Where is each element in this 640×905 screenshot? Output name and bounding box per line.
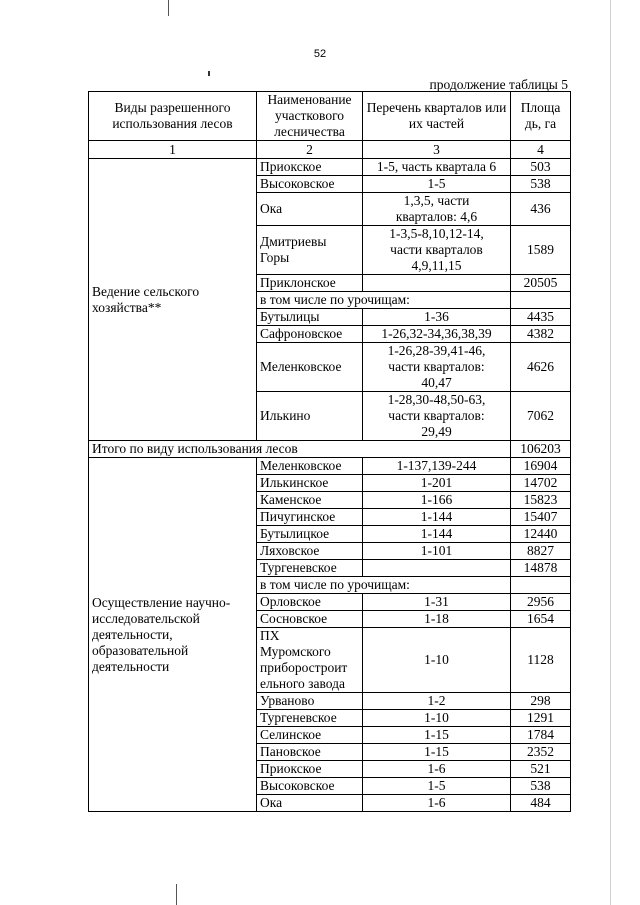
- header-use-type: Виды разрешенного использования лесов: [89, 92, 257, 141]
- quarters-list: 1-3,5-8,10,12-14, части кварталов 4,9,11,15: [363, 226, 511, 275]
- district-name: Приклонское: [257, 275, 363, 292]
- quarters-list: 1-6: [363, 761, 511, 778]
- scan-page-edge: [610, 0, 611, 905]
- quarters-list: 1-15: [363, 727, 511, 744]
- tract-name: Приокское: [257, 761, 363, 778]
- table-row: [89, 458, 571, 475]
- quarters-list: 1-28,30-48,50-63, части кварталов: 29,49: [363, 392, 511, 441]
- area-value: 14702: [511, 475, 571, 492]
- scan-mark-top: [168, 0, 169, 16]
- area-value: 7062: [511, 392, 571, 441]
- area-value: 1654: [511, 611, 571, 628]
- column-number-row: [89, 141, 571, 159]
- district-name: Высоковское: [257, 176, 363, 193]
- district-name: Тургеневское: [257, 560, 363, 577]
- quarters-list: 1-10: [363, 628, 511, 693]
- area-value: 14878: [511, 560, 571, 577]
- total-label: Итого по виду использования лесов: [89, 441, 511, 458]
- total-row: [89, 441, 571, 458]
- column-number: 4: [511, 141, 571, 159]
- area-value: 436: [511, 193, 571, 226]
- quarters-list: [363, 275, 511, 292]
- use-type-research: Осуществление научно- исследовательской деятельности, образовательной деятельности: [89, 458, 257, 812]
- tract-name: Пановское: [257, 744, 363, 761]
- header-quarters: Перечень кварталов или их частей: [363, 92, 511, 141]
- area-value: 4626: [511, 343, 571, 392]
- tract-name: Урваново: [257, 693, 363, 710]
- area-value-empty: [511, 577, 571, 594]
- column-number: 3: [363, 141, 511, 159]
- quarters-list: 1-166: [363, 492, 511, 509]
- scan-mark-bottom: [176, 884, 177, 905]
- quarters-list: 1,3,5, части кварталов: 4,6: [363, 193, 511, 226]
- area-value: 15407: [511, 509, 571, 526]
- area-value: 484: [511, 795, 571, 812]
- quarters-list: 1-15: [363, 744, 511, 761]
- district-name: Илькинское: [257, 475, 363, 492]
- area-value: 538: [511, 176, 571, 193]
- district-name: Пичугинское: [257, 509, 363, 526]
- page-number: 52: [313, 48, 327, 60]
- quarters-list: 1-201: [363, 475, 511, 492]
- area-value: 298: [511, 693, 571, 710]
- tract-name: Сосновское: [257, 611, 363, 628]
- use-type-agriculture: Ведение сельского хозяйства**: [89, 159, 257, 441]
- area-value: 1128: [511, 628, 571, 693]
- area-value: 16904: [511, 458, 571, 475]
- quarters-list: 1-5, часть квартала 6: [363, 159, 511, 176]
- area-value: 503: [511, 159, 571, 176]
- table-row: [89, 159, 571, 176]
- quarters-list: 1-5: [363, 778, 511, 795]
- district-name: Ока: [257, 193, 363, 226]
- tract-name: Тургеневское: [257, 710, 363, 727]
- scan-speck: [208, 71, 210, 76]
- quarters-list: 1-36: [363, 309, 511, 326]
- quarters-list: 1-10: [363, 710, 511, 727]
- area-value: 4382: [511, 326, 571, 343]
- area-value: 521: [511, 761, 571, 778]
- table-continuation-label: продолжение таблицы 5: [429, 77, 568, 92]
- quarters-list: 1-2: [363, 693, 511, 710]
- quarters-list: 1-144: [363, 509, 511, 526]
- header-area: Площа дь, га: [511, 92, 571, 141]
- tract-name: ПХ Муромского приборостроит ельного завода: [257, 628, 363, 693]
- quarters-list: 1-26,32-34,36,38,39: [363, 326, 511, 343]
- tract-name: Высоковское: [257, 778, 363, 795]
- area-value: 1589: [511, 226, 571, 275]
- table-header-row: [89, 92, 571, 141]
- quarters-list: 1-137,139-244: [363, 458, 511, 475]
- quarters-list: 1-101: [363, 543, 511, 560]
- total-area: 106203: [511, 441, 571, 458]
- quarters-list: 1-6: [363, 795, 511, 812]
- tract-name: Илькино: [257, 392, 363, 441]
- area-value: 12440: [511, 526, 571, 543]
- subheader-tracts: в том числе по урочищам:: [257, 577, 511, 594]
- tract-name: Меленковское: [257, 343, 363, 392]
- quarters-list: 1-144: [363, 526, 511, 543]
- area-value: 8827: [511, 543, 571, 560]
- area-value: 4435: [511, 309, 571, 326]
- tract-name: Ока: [257, 795, 363, 812]
- area-value: 538: [511, 778, 571, 795]
- area-value: 1291: [511, 710, 571, 727]
- district-name: Бутылицкое: [257, 526, 363, 543]
- column-number: 2: [257, 141, 363, 159]
- tract-name: Бутылицы: [257, 309, 363, 326]
- area-value: 15823: [511, 492, 571, 509]
- tract-name: Орловское: [257, 594, 363, 611]
- district-name: Приокское: [257, 159, 363, 176]
- tract-name: Сафроновское: [257, 326, 363, 343]
- district-name: Меленковское: [257, 458, 363, 475]
- quarters-list: 1-26,28-39,41-46, части кварталов: 40,47: [363, 343, 511, 392]
- header-district: Наименование участкового лесничества: [257, 92, 363, 141]
- district-name: Ляховское: [257, 543, 363, 560]
- area-value: 20505: [511, 275, 571, 292]
- area-value-empty: [511, 292, 571, 309]
- district-name: Дмитриевы Горы: [257, 226, 363, 275]
- area-value: 1784: [511, 727, 571, 744]
- quarters-list: 1-18: [363, 611, 511, 628]
- district-name: Каменское: [257, 492, 363, 509]
- quarters-list: 1-31: [363, 594, 511, 611]
- tract-name: Селинское: [257, 727, 363, 744]
- column-number: 1: [89, 141, 257, 159]
- forest-use-table: [88, 91, 571, 812]
- subheader-tracts: в том числе по урочищам:: [257, 292, 511, 309]
- quarters-list: 1-5: [363, 176, 511, 193]
- quarters-list: [363, 560, 511, 577]
- area-value: 2352: [511, 744, 571, 761]
- area-value: 2956: [511, 594, 571, 611]
